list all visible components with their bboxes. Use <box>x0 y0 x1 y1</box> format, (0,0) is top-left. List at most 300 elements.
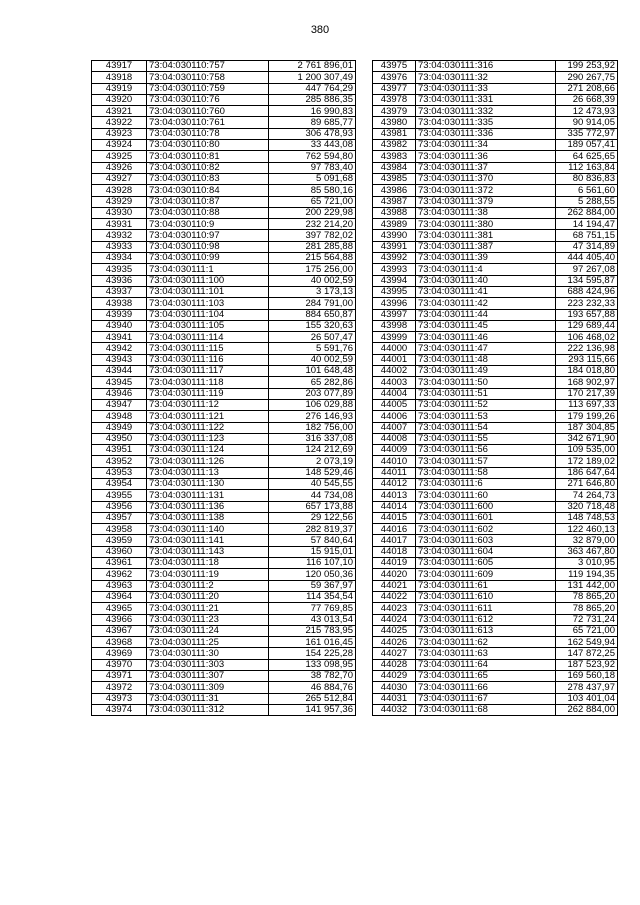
row-number-cell: 43935 <box>92 264 147 275</box>
cadastral-number-cell: 73:04:030111:41 <box>416 286 556 297</box>
value-cell: 65 282,86 <box>269 377 356 388</box>
row-number-cell: 44011 <box>373 467 416 478</box>
cadastral-number-cell: 73:04:030111:33 <box>416 83 556 94</box>
cadastral-number-cell: 73:04:030111:37 <box>416 162 556 173</box>
cadastral-number-cell: 73:04:030111:23 <box>147 614 269 625</box>
cadastral-number-cell: 73:04:030110:88 <box>147 207 269 218</box>
cadastral-number-cell: 73:04:030111:34 <box>416 140 556 151</box>
table-row <box>373 433 618 444</box>
cadastral-number-cell: 73:04:030111:55 <box>416 433 556 444</box>
row-number-cell: 43934 <box>92 253 147 264</box>
table-row <box>92 490 356 501</box>
value-cell: 15 915,01 <box>269 546 356 557</box>
value-cell: 16 990,83 <box>269 106 356 117</box>
cadastral-number-cell: 73:04:030111:605 <box>416 558 556 569</box>
cadastral-number-cell: 73:04:030111:115 <box>147 343 269 354</box>
row-number-cell: 43936 <box>92 275 147 286</box>
cadastral-number-cell: 73:04:030111:67 <box>416 693 556 704</box>
cadastral-number-cell: 73:04:030111:140 <box>147 524 269 535</box>
table-row <box>92 207 356 218</box>
table-row <box>373 490 618 501</box>
cadastral-number-cell: 73:04:030111:303 <box>147 659 269 670</box>
row-number-cell: 43971 <box>92 671 147 682</box>
row-number-cell: 44022 <box>373 591 416 602</box>
value-cell: 85 580,16 <box>269 185 356 196</box>
value-cell: 285 886,35 <box>269 94 356 105</box>
table-row <box>92 354 356 365</box>
row-number-cell: 43959 <box>92 535 147 546</box>
cadastral-number-cell: 73:04:030111:48 <box>416 354 556 365</box>
cadastral-number-cell: 73:04:030111:309 <box>147 682 269 693</box>
table-row <box>373 637 618 648</box>
row-number-cell: 44019 <box>373 558 416 569</box>
value-cell: 129 689,44 <box>556 320 618 331</box>
cadastral-number-cell: 73:04:030111:68 <box>416 704 556 715</box>
value-cell: 155 320,63 <box>269 320 356 331</box>
value-cell: 103 401,04 <box>556 693 618 704</box>
table-row <box>373 241 618 252</box>
cadastral-number-cell: 73:04:030111:612 <box>416 614 556 625</box>
value-cell: 335 772,97 <box>556 128 618 139</box>
row-number-cell: 43987 <box>373 196 416 207</box>
table-row <box>373 230 618 241</box>
cadastral-number-cell: 73:04:030111:332 <box>416 106 556 117</box>
row-number-cell: 44007 <box>373 422 416 433</box>
value-cell: 184 018,80 <box>556 366 618 377</box>
table-row <box>373 411 618 422</box>
value-cell: 278 437,97 <box>556 682 618 693</box>
row-number-cell: 43978 <box>373 94 416 105</box>
table-row <box>92 298 356 309</box>
row-number-cell: 44029 <box>373 671 416 682</box>
row-number-cell: 43933 <box>92 241 147 252</box>
row-number-cell: 43924 <box>92 140 147 151</box>
row-number-cell: 43949 <box>92 422 147 433</box>
cadastral-number-cell: 73:04:030111:381 <box>416 230 556 241</box>
value-cell: 187 523,92 <box>556 659 618 670</box>
table-row <box>92 117 356 128</box>
cadastral-number-cell: 73:04:030111:60 <box>416 490 556 501</box>
value-cell: 187 304,85 <box>556 422 618 433</box>
table-row <box>92 320 356 331</box>
table-row <box>373 61 618 72</box>
cadastral-number-cell: 73:04:030111:104 <box>147 309 269 320</box>
cadastral-number-cell: 73:04:030111:603 <box>416 535 556 546</box>
value-cell: 281 285,88 <box>269 241 356 252</box>
cadastral-number-cell: 73:04:030111:601 <box>416 512 556 523</box>
value-cell: 114 354,54 <box>269 591 356 602</box>
row-number-cell: 43927 <box>92 173 147 184</box>
row-number-cell: 43938 <box>92 298 147 309</box>
value-cell: 215 564,88 <box>269 253 356 264</box>
table-row <box>373 558 618 569</box>
row-number-cell: 44028 <box>373 659 416 670</box>
row-number-cell: 43988 <box>373 207 416 218</box>
value-cell: 306 478,93 <box>269 128 356 139</box>
value-cell: 168 902,97 <box>556 377 618 388</box>
table-row <box>92 648 356 659</box>
table-row <box>373 569 618 580</box>
cadastral-number-cell: 73:04:030111:114 <box>147 332 269 343</box>
value-cell: 175 256,00 <box>269 264 356 275</box>
cadastral-number-cell: 73:04:030110:80 <box>147 140 269 151</box>
table-row <box>92 253 356 264</box>
cadastral-number-cell: 73:04:030111:6 <box>416 478 556 489</box>
row-number-cell: 43942 <box>92 343 147 354</box>
row-number-cell: 43932 <box>92 230 147 241</box>
table-row <box>92 275 356 286</box>
value-cell: 762 594,80 <box>269 151 356 162</box>
value-cell: 101 648,48 <box>269 366 356 377</box>
value-cell: 78 865,20 <box>556 603 618 614</box>
table-row <box>92 173 356 184</box>
table-row <box>373 320 618 331</box>
row-number-cell: 43963 <box>92 580 147 591</box>
cadastral-number-cell: 73:04:030111:63 <box>416 648 556 659</box>
row-number-cell: 43928 <box>92 185 147 196</box>
value-cell: 215 783,95 <box>269 625 356 636</box>
table-row <box>92 332 356 343</box>
table-row <box>373 264 618 275</box>
row-number-cell: 43995 <box>373 286 416 297</box>
value-cell: 141 957,36 <box>269 704 356 715</box>
table-row <box>92 580 356 591</box>
table-row <box>92 659 356 670</box>
table-row <box>92 61 356 72</box>
value-cell: 148 529,46 <box>269 467 356 478</box>
cadastral-number-cell: 73:04:030111:136 <box>147 501 269 512</box>
row-number-cell: 43943 <box>92 354 147 365</box>
cadastral-number-cell: 73:04:030111:307 <box>147 671 269 682</box>
table-row <box>373 207 618 218</box>
value-cell: 265 512,84 <box>269 693 356 704</box>
cadastral-number-cell: 73:04:030111:54 <box>416 422 556 433</box>
table-row <box>92 445 356 456</box>
table-row <box>92 456 356 467</box>
cadastral-number-cell: 73:04:030111:105 <box>147 320 269 331</box>
row-number-cell: 43989 <box>373 219 416 230</box>
cadastral-number-cell: 73:04:030111:39 <box>416 253 556 264</box>
value-cell: 199 253,92 <box>556 61 618 72</box>
cadastral-number-cell: 73:04:030111:19 <box>147 569 269 580</box>
value-cell: 90 914,05 <box>556 117 618 128</box>
row-number-cell: 44005 <box>373 399 416 410</box>
table-row <box>92 693 356 704</box>
cadastral-number-cell: 73:04:030110:759 <box>147 83 269 94</box>
cadastral-number-cell: 73:04:030111:62 <box>416 637 556 648</box>
table-row <box>92 433 356 444</box>
value-cell: 33 443,08 <box>269 140 356 151</box>
row-number-cell: 43930 <box>92 207 147 218</box>
value-cell: 161 016,45 <box>269 637 356 648</box>
table-row <box>373 501 618 512</box>
row-number-cell: 44000 <box>373 343 416 354</box>
value-cell: 74 264,73 <box>556 490 618 501</box>
cadastral-number-cell: 73:04:030111:604 <box>416 546 556 557</box>
cadastral-number-cell: 73:04:030110:78 <box>147 128 269 139</box>
row-number-cell: 43970 <box>92 659 147 670</box>
value-cell: 262 884,00 <box>556 704 618 715</box>
value-cell: 447 764,29 <box>269 83 356 94</box>
cadastral-number-cell: 73:04:030111:122 <box>147 422 269 433</box>
value-cell: 262 884,00 <box>556 207 618 218</box>
value-cell: 320 718,48 <box>556 501 618 512</box>
value-cell: 186 647,64 <box>556 467 618 478</box>
cadastral-number-cell: 73:04:030111:20 <box>147 591 269 602</box>
table-row <box>373 354 618 365</box>
table-row <box>373 648 618 659</box>
table-row <box>373 83 618 94</box>
value-cell: 109 535,00 <box>556 445 618 456</box>
row-number-cell: 43939 <box>92 309 147 320</box>
row-number-cell: 43941 <box>92 332 147 343</box>
cadastral-number-cell: 73:04:030111:51 <box>416 388 556 399</box>
value-cell: 5 591,76 <box>269 343 356 354</box>
value-cell: 47 314,89 <box>556 241 618 252</box>
row-number-cell: 43920 <box>92 94 147 105</box>
table-row <box>373 72 618 83</box>
value-cell: 3 173,13 <box>269 286 356 297</box>
cadastral-number-cell: 73:04:030111:613 <box>416 625 556 636</box>
table-row <box>373 591 618 602</box>
row-number-cell: 43984 <box>373 162 416 173</box>
table-row <box>92 625 356 636</box>
value-cell: 363 467,80 <box>556 546 618 557</box>
table-row <box>92 72 356 83</box>
row-number-cell: 44032 <box>373 704 416 715</box>
value-cell: 200 229,98 <box>269 207 356 218</box>
row-number-cell: 43929 <box>92 196 147 207</box>
cadastral-number-cell: 73:04:030111:312 <box>147 704 269 715</box>
row-number-cell: 43981 <box>373 128 416 139</box>
cadastral-number-cell: 73:04:030111:12 <box>147 399 269 410</box>
table-row <box>92 614 356 625</box>
value-cell: 106 029,88 <box>269 399 356 410</box>
value-cell: 116 107,10 <box>269 558 356 569</box>
row-number-cell: 43921 <box>92 106 147 117</box>
row-number-cell: 43985 <box>373 173 416 184</box>
value-cell: 284 791,00 <box>269 298 356 309</box>
cadastral-number-cell: 73:04:030111:52 <box>416 399 556 410</box>
cadastral-number-cell: 73:04:030111:61 <box>416 580 556 591</box>
table-row <box>373 298 618 309</box>
row-number-cell: 44010 <box>373 456 416 467</box>
value-cell: 169 560,18 <box>556 671 618 682</box>
page-number: 380 <box>310 24 330 36</box>
cadastral-number-cell: 73:04:030111:370 <box>416 173 556 184</box>
value-cell: 133 098,95 <box>269 659 356 670</box>
cadastral-number-cell: 73:04:030111:57 <box>416 456 556 467</box>
table-row <box>373 388 618 399</box>
table-row <box>92 478 356 489</box>
row-number-cell: 44024 <box>373 614 416 625</box>
row-number-cell: 43996 <box>373 298 416 309</box>
row-number-cell: 43918 <box>92 72 147 83</box>
table-row <box>92 151 356 162</box>
row-number-cell: 43982 <box>373 140 416 151</box>
left-register-table <box>91 60 356 716</box>
row-number-cell: 43993 <box>373 264 416 275</box>
cadastral-number-cell: 73:04:030111:46 <box>416 332 556 343</box>
row-number-cell: 43919 <box>92 83 147 94</box>
value-cell: 444 405,40 <box>556 253 618 264</box>
row-number-cell: 43983 <box>373 151 416 162</box>
value-cell: 32 879,00 <box>556 535 618 546</box>
table-row <box>373 580 618 591</box>
value-cell: 124 212,69 <box>269 445 356 456</box>
row-number-cell: 44031 <box>373 693 416 704</box>
table-row <box>92 388 356 399</box>
row-number-cell: 43968 <box>92 637 147 648</box>
table-row <box>92 546 356 557</box>
table-row <box>373 467 618 478</box>
row-number-cell: 44018 <box>373 546 416 557</box>
cadastral-number-cell: 73:04:030111:18 <box>147 558 269 569</box>
value-cell: 131 442,00 <box>556 580 618 591</box>
cadastral-number-cell: 73:04:030110:84 <box>147 185 269 196</box>
row-number-cell: 44013 <box>373 490 416 501</box>
row-number-cell: 43976 <box>373 72 416 83</box>
cadastral-number-cell: 73:04:030111:40 <box>416 275 556 286</box>
value-cell: 290 267,75 <box>556 72 618 83</box>
row-number-cell: 43980 <box>373 117 416 128</box>
cadastral-number-cell: 73:04:030110:9 <box>147 219 269 230</box>
cadastral-number-cell: 73:04:030111:131 <box>147 490 269 501</box>
cadastral-number-cell: 73:04:030110:98 <box>147 241 269 252</box>
value-cell: 26 507,47 <box>269 332 356 343</box>
row-number-cell: 43998 <box>373 320 416 331</box>
table-row <box>92 399 356 410</box>
row-number-cell: 43972 <box>92 682 147 693</box>
value-cell: 271 208,66 <box>556 83 618 94</box>
value-cell: 222 136,98 <box>556 343 618 354</box>
value-cell: 12 473,93 <box>556 106 618 117</box>
cadastral-number-cell: 73:04:030110:761 <box>147 117 269 128</box>
cadastral-number-cell: 73:04:030111:117 <box>147 366 269 377</box>
row-number-cell: 43940 <box>92 320 147 331</box>
cadastral-number-cell: 73:04:030111:609 <box>416 569 556 580</box>
value-cell: 170 217,39 <box>556 388 618 399</box>
row-number-cell: 44017 <box>373 535 416 546</box>
row-number-cell: 43925 <box>92 151 147 162</box>
row-number-cell: 44025 <box>373 625 416 636</box>
value-cell: 154 225,28 <box>269 648 356 659</box>
table-row <box>92 603 356 614</box>
row-number-cell: 43962 <box>92 569 147 580</box>
value-cell: 122 460,13 <box>556 524 618 535</box>
value-cell: 342 671,90 <box>556 433 618 444</box>
table-row <box>373 399 618 410</box>
row-number-cell: 44023 <box>373 603 416 614</box>
row-number-cell: 44027 <box>373 648 416 659</box>
row-number-cell: 43999 <box>373 332 416 343</box>
value-cell: 316 337,08 <box>269 433 356 444</box>
table-row <box>373 535 618 546</box>
value-cell: 182 756,00 <box>269 422 356 433</box>
value-cell: 65 721,00 <box>556 625 618 636</box>
row-number-cell: 43964 <box>92 591 147 602</box>
cadastral-number-cell: 73:04:030111:126 <box>147 456 269 467</box>
table-row <box>373 309 618 320</box>
table-row <box>373 614 618 625</box>
row-number-cell: 43992 <box>373 253 416 264</box>
row-number-cell: 43922 <box>92 117 147 128</box>
table-row <box>92 286 356 297</box>
table-row <box>373 512 618 523</box>
value-cell: 1 200 307,49 <box>269 72 356 83</box>
cadastral-number-cell: 73:04:030111:611 <box>416 603 556 614</box>
cadastral-number-cell: 73:04:030110:97 <box>147 230 269 241</box>
value-cell: 40 545,55 <box>269 478 356 489</box>
row-number-cell: 44001 <box>373 354 416 365</box>
value-cell: 147 872,25 <box>556 648 618 659</box>
table-row <box>92 535 356 546</box>
value-cell: 172 189,02 <box>556 456 618 467</box>
row-number-cell: 43967 <box>92 625 147 636</box>
row-number-cell: 43955 <box>92 490 147 501</box>
value-cell: 113 697,33 <box>556 399 618 410</box>
value-cell: 203 077,89 <box>269 388 356 399</box>
row-number-cell: 43969 <box>92 648 147 659</box>
row-number-cell: 43954 <box>92 478 147 489</box>
row-number-cell: 44014 <box>373 501 416 512</box>
value-cell: 5 091,68 <box>269 173 356 184</box>
table-row <box>92 682 356 693</box>
table-row <box>92 704 356 715</box>
table-row <box>373 478 618 489</box>
cadastral-number-cell: 73:04:030111:103 <box>147 298 269 309</box>
row-number-cell: 43946 <box>92 388 147 399</box>
value-cell: 148 748,53 <box>556 512 618 523</box>
table-row <box>373 128 618 139</box>
row-number-cell: 43957 <box>92 512 147 523</box>
row-number-cell: 43958 <box>92 524 147 535</box>
table-row <box>373 117 618 128</box>
row-number-cell: 43965 <box>92 603 147 614</box>
row-number-cell: 43945 <box>92 377 147 388</box>
table-row <box>92 569 356 580</box>
table-row <box>373 625 618 636</box>
cadastral-number-cell: 73:04:030111:25 <box>147 637 269 648</box>
row-number-cell: 43960 <box>92 546 147 557</box>
table-row <box>92 196 356 207</box>
value-cell: 44 734,08 <box>269 490 356 501</box>
row-number-cell: 43961 <box>92 558 147 569</box>
cadastral-number-cell: 73:04:030110:81 <box>147 151 269 162</box>
table-row <box>373 185 618 196</box>
row-number-cell: 43975 <box>373 61 416 72</box>
table-row <box>373 286 618 297</box>
row-number-cell: 43986 <box>373 185 416 196</box>
row-number-cell: 43966 <box>92 614 147 625</box>
row-number-cell: 44008 <box>373 433 416 444</box>
cadastral-number-cell: 73:04:030111:600 <box>416 501 556 512</box>
cadastral-number-cell: 73:04:030111:36 <box>416 151 556 162</box>
cadastral-number-cell: 73:04:030111:21 <box>147 603 269 614</box>
table-row <box>373 173 618 184</box>
value-cell: 64 625,65 <box>556 151 618 162</box>
row-number-cell: 43953 <box>92 467 147 478</box>
cadastral-number-cell: 73:04:030111:24 <box>147 625 269 636</box>
value-cell: 293 115,66 <box>556 354 618 365</box>
table-row <box>92 185 356 196</box>
value-cell: 179 199,26 <box>556 411 618 422</box>
row-number-cell: 43948 <box>92 411 147 422</box>
table-row <box>92 671 356 682</box>
table-row <box>373 693 618 704</box>
row-number-cell: 44002 <box>373 366 416 377</box>
cadastral-number-cell: 73:04:030111:1 <box>147 264 269 275</box>
